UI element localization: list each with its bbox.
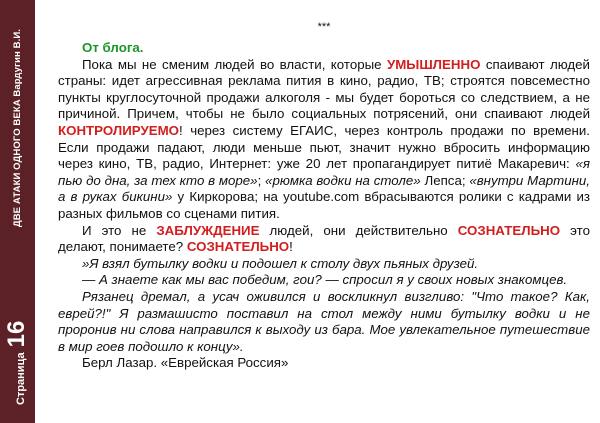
text-run: у Киркорова; на youtube.com вбрасываются ролики с кадрами из разных фильмов со сценами пития. [58,189,590,221]
song-quote: «я пью до дна, за тех кто в море» [58,156,590,188]
song-quote: «рюмка водки на столе» [265,172,421,188]
song-quote: «внутри Мартини, а в руках бикини» [58,172,590,205]
text-run: людей, они действительно [259,222,458,238]
text-run: И это не [82,222,157,238]
quote-source: Берл Лазар. «Еврейская Россия» [82,355,289,371]
page-number-group [3,321,31,405]
article-body [58,20,590,372]
paragraph-conclusion [58,223,590,256]
quote-paragraph-2: — А знаете как мы вас победим, гои? — спросил я у своих новых знакомцев. [82,272,568,288]
text-run: ; [257,172,266,188]
text-run: ! [289,239,293,255]
page-word-label: Страница [15,352,27,405]
emphasis-word: УМЫШЛЕННО [386,56,481,72]
text-run: ! через систему ЕГАИС, через контроль продажи по времени. Если продажи падают, люди меньше пьют, значит нужно вбросить информацию через кино, ТВ, радио, Интернет: уже 20 лет пропагандирует питиё Макаревич: [58,122,590,172]
quote-paragraph-3: Рязанец дремал, а усач оживился и воскликнул визгливо: "Что такое? Как, еврей?!" Я размашисто поставил на стол между ними бутылку водки и не проронив ни слова направился к выходу из бара. Мое увлекательное путешествие в мир гоев подошло к концу». [58,288,590,354]
text-run: Лепса; [420,172,470,188]
emphasis-word: СОЗНАТЕЛЬНО [457,222,561,238]
sidebar-rotated-text [1,7,33,417]
page-sidebar [0,0,35,423]
text-run: это делают, понимаете? [58,222,590,255]
emphasis-word: СОЗНАТЕЛЬНО [186,239,290,255]
emphasis-word: КОНТРОЛИРУЕМО [58,122,180,138]
book-title: ДВЕ АТАКИ ОДНОГО ВЕКА Вардугин В.И. [11,29,23,228]
page-number: 16 [3,320,30,348]
section-separator: *** [317,21,331,33]
emphasis-word: ЗАБЛУЖДЕНИЕ [156,222,260,238]
text-run: Пока мы не сменим людей во власти, которые [82,56,387,72]
quote-paragraph-1: »Я взял бутылку водки и подошел к столу двух пьяных друзей. [82,255,479,271]
article-heading: От блога. [82,40,144,55]
paragraph-main [58,57,590,223]
text-run: спаивают людей страны: идет агрессивная реклама пития в кино, радио, ТВ; строятся повсеместно пункты круглосуточной продажи алкоголя - мы будет бороться со следствием, а не причиной. Причем, чтобы не было социальных потрясений, они спаивают людей [58,56,590,122]
